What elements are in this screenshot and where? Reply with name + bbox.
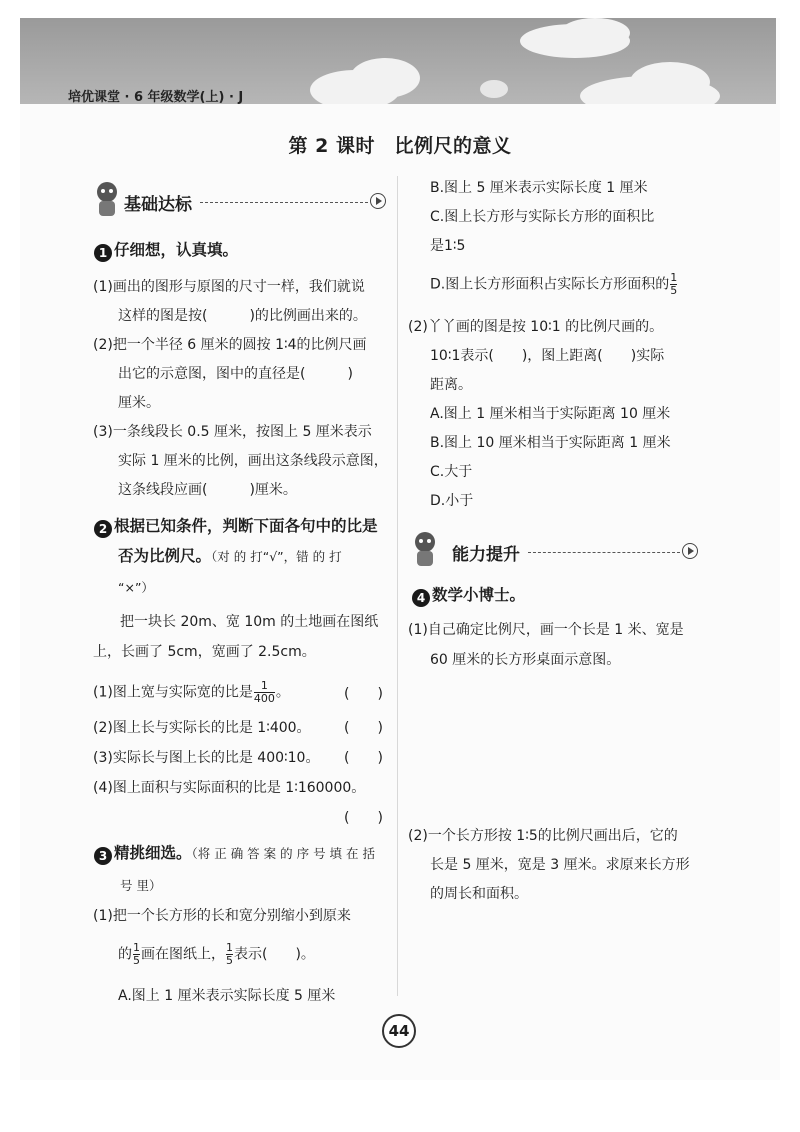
q1-line: 厘米。	[118, 395, 160, 411]
fraction	[133, 942, 140, 967]
q1-line: (3)一条线段长 0.5 厘米，按图上 5 厘米表示	[93, 424, 372, 440]
q2-item-text: (1)图上宽与实际宽的比是	[93, 684, 253, 701]
answer-paren[interactable]: ( )	[344, 750, 383, 766]
fraction-numerator: 1	[260, 679, 268, 692]
q3-sub2-option-d: D.小于	[430, 493, 474, 509]
q3-number: 3	[94, 847, 112, 865]
fraction-denominator: 5	[226, 954, 233, 967]
q2-note: （对 的 打“√”，错 的 打	[211, 549, 342, 564]
q3-sub2-option-c: C.大于	[430, 464, 473, 480]
play-arrow-icon	[682, 543, 698, 559]
q2-item-3: (3)实际长与图上长的比是 400∶10。	[93, 750, 320, 766]
fraction-denominator: 5	[133, 954, 140, 967]
q2-item-tail: 。	[275, 684, 290, 701]
q1-line: (1)画出的图形与原图的尺寸一样，我们就说	[93, 279, 365, 295]
q3-option-b: B.图上 5 厘米表示实际长度 1 厘米	[430, 180, 648, 196]
mascot-icon	[410, 530, 440, 570]
q2-heading	[94, 516, 378, 538]
q1-heading	[94, 240, 238, 262]
q1-line: 实际 1 厘米的比例，画出这条线段示意图，	[118, 453, 388, 469]
cloud-decoration	[560, 18, 630, 48]
q3-option-c2: 是1∶5	[430, 238, 466, 254]
q2-number: 2	[94, 520, 112, 538]
section-ability-label: 能力提升	[452, 545, 520, 565]
q1-number: 1	[94, 244, 112, 262]
column-divider	[397, 176, 398, 996]
answer-paren[interactable]: ( )	[344, 720, 383, 736]
q3-option-c: C.图上长方形与实际长方形的面积比	[430, 209, 655, 225]
q2-item-1	[93, 680, 290, 705]
q3-sub1-a: (1)把一个长方形的长和宽分别缩小到原来	[93, 908, 351, 924]
q4-sub1-a: (1)自己确定比例尺，画一个长是 1 米、宽是	[408, 622, 684, 638]
q1-line: 这条线段应画( )厘米。	[118, 482, 297, 498]
q2-title-a: 根据已知条件，判断下面各句中的比是	[114, 517, 378, 535]
q3-sub2-c: 距离。	[430, 377, 472, 393]
q3-option-d	[430, 272, 678, 297]
bird-icon	[480, 80, 508, 98]
q4-sub2-a: (2)一个长方形按 1∶5的比例尺画出后，它的	[408, 828, 678, 844]
q4-heading	[412, 585, 525, 607]
q3-note: （将 正 确 答 案 的 序 号 填 在 括	[191, 846, 376, 861]
q2-note2: “×”）	[118, 580, 154, 595]
q3-text: D.图上长方形面积占实际长方形面积的	[430, 276, 670, 293]
q4-sub2-c: 的周长和面积。	[430, 886, 528, 902]
book-title: 培优课堂 · 6 年级数学(上) · J	[68, 90, 244, 105]
fraction	[254, 680, 275, 705]
page-number: 44	[382, 1014, 416, 1048]
fraction-numerator: 1	[133, 941, 140, 954]
q3-sub2-option-b: B.图上 10 厘米相当于实际距离 1 厘米	[430, 435, 671, 451]
q3-sub1-b	[118, 942, 315, 967]
section-basic-header	[92, 180, 392, 220]
cloud-decoration	[350, 58, 420, 98]
q4-sub2-b: 长是 5 厘米，宽是 3 厘米。求原来长方形	[430, 857, 690, 873]
q3-heading	[94, 843, 375, 865]
q3-option-a: A.图上 1 厘米表示实际长度 5 厘米	[118, 988, 336, 1004]
q2-item-2: (2)图上长与实际长的比是 1∶400。	[93, 720, 311, 736]
q1-title: 仔细想，认真填。	[114, 241, 239, 259]
q3-text: 的	[118, 946, 132, 963]
cloud-decoration	[630, 62, 710, 102]
q3-text: 表示( )。	[234, 946, 315, 963]
q3-note2: 号 里）	[120, 878, 162, 893]
dashed-line	[528, 552, 680, 553]
fraction-numerator: 1	[670, 271, 678, 284]
answer-paren[interactable]: ( )	[344, 810, 383, 826]
q3-sub2-option-a: A.图上 1 厘米相当于实际距离 10 厘米	[430, 406, 671, 422]
q3-sub2-b: 10∶1表示( )，图上距离( )实际	[430, 348, 665, 364]
q1-line: 出它的示意图，图中的直径是( )	[118, 366, 353, 382]
q2-context: 把一块长 20m、宽 10m 的土地画在图纸	[120, 614, 379, 630]
play-arrow-icon	[370, 193, 386, 209]
q2-title-b: 否为比例尺。	[118, 547, 212, 565]
section-ability-header	[410, 530, 710, 570]
dashed-line	[200, 202, 368, 203]
q3-title: 精挑细选。	[114, 844, 192, 862]
fraction	[670, 272, 677, 297]
fraction-denominator: 400	[253, 692, 275, 705]
q4-sub1-b: 60 厘米的长方形桌面示意图。	[430, 652, 621, 668]
mascot-icon	[92, 180, 122, 220]
q1-line: (2)把一个半径 6 厘米的圆按 1∶4的比例尺画	[93, 337, 367, 353]
section-basic-label: 基础达标	[124, 195, 192, 215]
fraction-denominator: 5	[670, 284, 678, 297]
q2-title-line	[118, 546, 342, 567]
q4-title: 数学小博士。	[432, 586, 526, 604]
answer-paren[interactable]: ( )	[344, 686, 383, 702]
q1-line: 这样的图是按( )的比例画出来的。	[118, 308, 367, 324]
lesson-title: 第 2 课时 比例尺的意义	[288, 135, 512, 157]
q2-context: 上，长画了 5cm，宽画了 2.5cm。	[93, 644, 316, 660]
q2-item-4: (4)图上面积与实际面积的比是 1∶160000。	[93, 780, 366, 796]
fraction	[226, 942, 233, 967]
q4-number: 4	[412, 589, 430, 607]
q3-sub2-a: (2)丫丫画的图是按 10∶1 的比例尺画的。	[408, 319, 664, 335]
q3-text: 画在图纸上，	[141, 946, 225, 963]
fraction-numerator: 1	[226, 941, 233, 954]
